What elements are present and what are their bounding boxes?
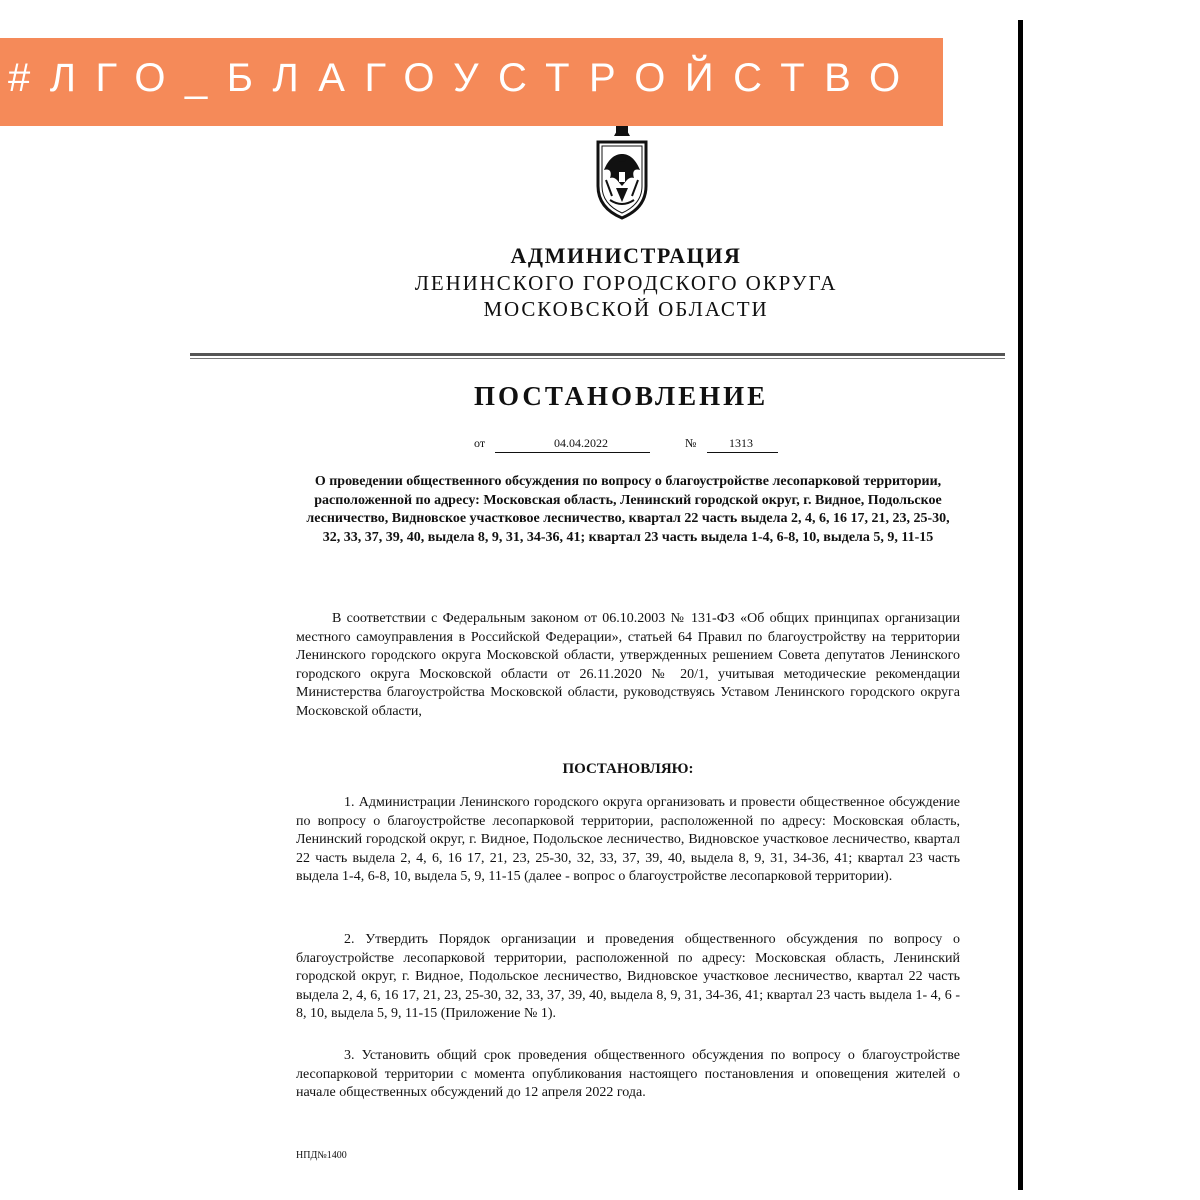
document-date: 04.04.2022 bbox=[554, 436, 608, 450]
clause-2: 2. Утвердить Порядок организации и проведения общественного обсуждения по вопросу о благоустройстве лесопарковой территории, расположенной по адресу: Московская область, Ленинский городской округ, г. Видное, Подольское лесничество, Видновское участковое лесничество, квартал 22 часть выдела 2, 4, 6, 16 17, 21, 23, 25-30, 32, 33, 37, 39, 40, выдела 8, 9, 31, 34-36, 41; квартал 23 часть выдела 1- 4, 6 - 8, 10, выдела 5, 9, 11-15 (Приложение № 1). bbox=[296, 932, 960, 1022]
document-subject: О проведении общественного обсуждения по вопросу о благоустройстве лесопарковой территории, расположенной по адресу: Московская область, Ленинский городской округ, г. Видное, Подольское лесничество, Видновское участковое лесничество, квартал 22 часть выдела 2, 4, 6, 16 17, 21, 23, 25-30, 32, 33, 37, 39, 40, выдела 8, 9, 31, 34-36, 41; квартал 23 часть выдела 1-4, 6-8, 10, выдела 5, 9, 11-15 bbox=[306, 474, 950, 545]
vertical-divider bbox=[1018, 20, 1023, 1190]
document-number: 1313 bbox=[729, 436, 753, 450]
date-prefix: от bbox=[474, 436, 486, 450]
header-rule bbox=[190, 353, 1005, 356]
clause-1: 1. Администрации Ленинского городского округа организовать и провести общественное обсуждение по вопросу о благоустройстве лесопарковой территории, расположенной по адресу: Московская область, Ленинский городской округ, г. Видное, Подольское лесничество, Видновское участковое лесничество, квартал 22 часть выдела 2, 4, 6, 16 17, 21, 23, 25-30, 32, 33, 37, 39, 40, выдела 8, 9, 31, 34-36, 41; квартал 23 часть выдела 1-4, 6-8, 10, выдела 5, 9, 11-15 (далее - вопрос о благоустройстве лесопарковой территории). bbox=[296, 795, 960, 885]
header-region: МОСКОВСКОЙ ОБЛАСТИ bbox=[483, 297, 769, 321]
date-underline bbox=[495, 452, 650, 453]
hashtag-banner bbox=[0, 38, 943, 126]
coat-of-arms-icon bbox=[590, 124, 654, 220]
header-district: ЛЕНИНСКОГО ГОРОДСКОГО ОКРУГА bbox=[414, 271, 838, 295]
number-underline bbox=[707, 452, 778, 453]
preamble-paragraph: В соответствии с Федеральным законом от 06.10.2003 № 131-ФЗ «Об общих принципах организации местного самоуправления в Российской Федерации», статьей 64 Правил по благоустройству на территории Ленинского городского округа Московской области, утвержденных решением Совета депутатов Ленинского городского округа Московской области от 26.11.2020 № 20/1, учитывая методические рекомендации Министерства благоустройства Московской области, руководствуясь Уставом Ленинского городского округа Московской области, bbox=[296, 611, 960, 719]
document-type: ПОСТАНОВЛЕНИЕ bbox=[474, 381, 769, 411]
decree-heading: ПОСТАНОВЛЯЮ: bbox=[562, 761, 694, 777]
hashtag-text: #ЛГО_БЛАГОУСТРОЙСТВО bbox=[8, 56, 920, 100]
document-code: НПД№1400 bbox=[296, 1150, 347, 1161]
clause-3: 3. Установить общий срок проведения общественного обсуждения по вопросу о благоустройстве лесопарковой территории с момента опубликования настоящего постановления и оповещения жителей о начале общественных обсуждений до 12 апреля 2022 года. bbox=[296, 1048, 960, 1101]
header-rule-thin bbox=[190, 358, 1005, 359]
number-prefix: № bbox=[685, 436, 697, 450]
header-administration: АДМИНИСТРАЦИЯ bbox=[510, 243, 742, 268]
